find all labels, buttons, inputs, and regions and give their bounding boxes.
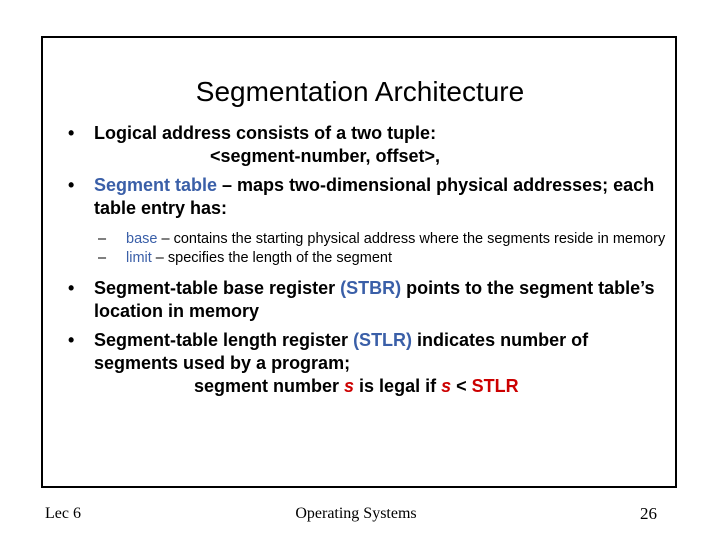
bullet-text: Segment-table base register — [94, 278, 341, 298]
sub-dash: – — [98, 250, 107, 266]
bullet-text: Segment-table length register — [94, 330, 354, 350]
footer-page-number: 26 — [640, 504, 657, 523]
bullet-tuple: <segment-number, offset>, — [210, 146, 441, 166]
sub-bullet-base — [68, 230, 668, 248]
bullet-dot: • — [68, 123, 75, 143]
bullet-dot: • — [68, 175, 75, 195]
bullet-text: Logical address consists of a two tuple: — [94, 123, 437, 143]
var-s: s — [344, 376, 355, 396]
footer-lecture: Lec 6 — [45, 505, 81, 522]
sub-bullet-limit — [68, 249, 668, 267]
footer-course: Operating Systems — [295, 505, 417, 522]
bullet-text: – maps two-dimensional physical addresses; each table entry has: — [94, 175, 655, 218]
term-segment-table: Segment table — [94, 175, 218, 195]
legality-text: is legal if — [354, 376, 442, 396]
sub-dash: – — [98, 231, 107, 247]
bullet-text: indicates number of segments used by a program; — [94, 330, 589, 373]
term-stlr-red: STLR — [471, 376, 519, 396]
bullet-text: points to the segment table’s location in memory — [94, 278, 655, 321]
bullet-dot: • — [68, 330, 75, 350]
bullet-stbr — [68, 277, 668, 323]
term-limit: limit — [126, 250, 152, 266]
bullet-segment-table — [68, 174, 668, 220]
sub-text: – specifies the length of the segment — [151, 250, 392, 266]
sub-text: – contains the starting physical address where the segments reside in memory — [157, 231, 666, 247]
term-stlr: (STLR) — [353, 330, 413, 350]
slide-title: Segmentation Architecture — [195, 76, 525, 107]
term-base: base — [126, 231, 158, 247]
legality-line — [94, 375, 668, 398]
var-s: s — [441, 376, 452, 396]
less-than: < — [451, 376, 472, 396]
term-stbr: (STBR) — [340, 278, 402, 298]
bullet-logical-address — [68, 122, 668, 168]
legality-text: segment number — [194, 376, 345, 396]
bullet-stlr — [68, 329, 668, 398]
bullet-dot: • — [68, 278, 75, 298]
slide-content — [68, 122, 668, 398]
